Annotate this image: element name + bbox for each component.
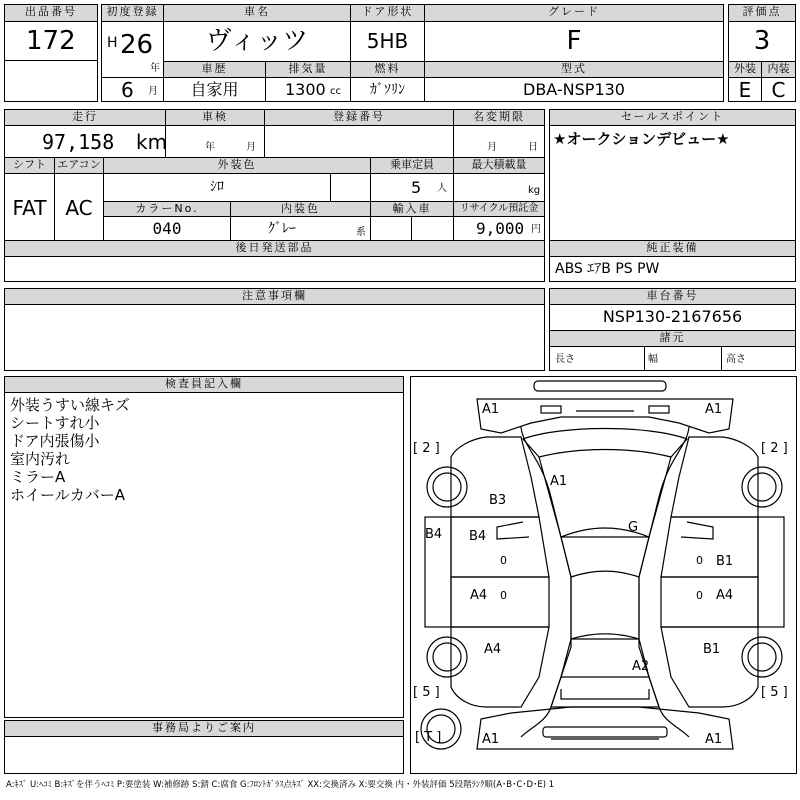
mark-right-rear-door: A4 <box>716 588 734 603</box>
recycle: 9,000 <box>476 219 525 238</box>
first-reg-year: 26 <box>120 30 154 60</box>
model-label: 型式 <box>424 61 724 78</box>
mileage: 97,158 <box>42 130 115 154</box>
mark-rear-right: A1 <box>705 732 723 747</box>
rear-hatch-line <box>561 689 649 699</box>
int-color-label: 内装色 <box>230 201 371 217</box>
width-label: 幅 <box>648 354 658 365</box>
car-name-label: 車名 <box>163 4 351 22</box>
windshield-top <box>523 429 687 458</box>
front-light-right <box>649 406 669 413</box>
inspector-label: 検査員記入欄 <box>4 376 404 393</box>
recycle-unit: 円 <box>531 224 541 235</box>
mark-left-fender: B3 <box>489 493 507 508</box>
front-bumper-strip <box>534 381 666 391</box>
car-outline-drawing <box>411 377 798 775</box>
rear-bumper-strip <box>543 727 667 737</box>
windshield-glass <box>561 528 649 577</box>
first-reg-era: H <box>107 35 118 51</box>
door-label: ドア形状 <box>350 4 425 22</box>
mark-zero-3: 0 <box>500 589 507 602</box>
mark-left-rocker: B4 <box>425 527 443 542</box>
front-light-left <box>541 406 561 413</box>
displacement-unit: cc <box>330 86 341 97</box>
dims-label: 諸元 <box>549 330 796 347</box>
lot-no: 172 <box>26 26 76 56</box>
reg-no-box <box>264 125 454 158</box>
sales-point: ★オークションデビュー★ <box>553 130 730 148</box>
lot-no-blank <box>4 60 98 102</box>
left-quarter-panel <box>451 627 549 707</box>
roof-panel <box>571 577 639 639</box>
inspector-note-line: シートすれ小 <box>10 414 100 432</box>
right-rocker <box>758 517 784 627</box>
later-parts-box <box>4 256 545 282</box>
shift-label: シフト <box>4 157 55 174</box>
mark-left-rear-door: A4 <box>470 588 488 603</box>
length-label: 長さ <box>555 354 575 365</box>
car-name: ヴィッツ <box>205 26 309 56</box>
inspector-note-line: ミラーA <box>10 468 66 486</box>
displacement-label: 排気量 <box>265 61 351 78</box>
later-parts-label: 後日発送部品 <box>4 240 545 257</box>
mark-zero-2: 0 <box>696 554 703 567</box>
mark-tire-fr: [ 2 ] <box>761 441 788 456</box>
sales-point-label: セールスポイント <box>549 109 796 126</box>
mark-spare: [ T ] <box>415 730 442 745</box>
name-change-label: 名変期限 <box>453 109 545 126</box>
legend: A:ｷｽﾞ U:ﾍｺﾐ B:ｷｽﾞを伴うﾍｺﾐ P:要塗装 W:補修跡 S:錆 C:腐食 G:ﾌﾛﾝﾄｶﾞﾗｽ点ｷｽﾞ XX:交換済み X:要交換 内・外装評価 5段階ﾗﾝｸ順(A･B･C･D･E) 1 <box>6 780 555 790</box>
chassis-number: NSP130-2167656 <box>602 307 743 326</box>
grade-label: グレード <box>424 4 724 22</box>
score: 3 <box>753 26 771 56</box>
mark-tire-rr: [ 5 ] <box>761 685 788 700</box>
notes-label: 注意事項欄 <box>4 288 545 305</box>
max-load-unit: kg <box>528 185 541 196</box>
first-reg-month: 6 <box>121 78 134 102</box>
model: DBA-NSP130 <box>523 80 625 99</box>
door-type: 5HB <box>366 29 409 53</box>
right-mirror <box>681 522 713 539</box>
ac: AC <box>65 196 93 220</box>
mark-front-left: A1 <box>482 402 500 417</box>
import-box-1 <box>370 216 412 241</box>
max-load-label: 最大積載量 <box>453 157 545 174</box>
ac-label: エアコン <box>54 157 104 174</box>
int-color-unit: 系 <box>356 227 366 238</box>
inspector-notes <box>10 396 400 504</box>
mark-rear-left: A1 <box>482 732 500 747</box>
inspection-label: 車検 <box>165 109 265 126</box>
color-no: 040 <box>152 219 182 238</box>
capacity-unit: 人 <box>437 183 447 194</box>
left-rear-door-panel <box>451 577 549 627</box>
front-bumper <box>477 399 733 433</box>
mark-zero-4: 0 <box>696 589 703 602</box>
recycle-label: リサイクル預託金 <box>453 201 545 217</box>
import-box-2 <box>411 216 454 241</box>
grade: F <box>566 26 582 56</box>
right-rear-door-panel <box>661 577 758 627</box>
exterior-grade: E <box>738 78 752 102</box>
mark-tire-rl: [ 5 ] <box>413 685 440 700</box>
genuine-label: 純正装備 <box>549 240 796 257</box>
score-label: 評価点 <box>728 4 796 22</box>
reg-no-label: 登録番号 <box>264 109 454 126</box>
displacement: 1300 <box>285 80 326 99</box>
mark-tire-fl: [ 2 ] <box>413 441 440 456</box>
history: 自家用 <box>190 80 239 99</box>
color-no-label: カラーNo. <box>103 201 231 217</box>
fuel-label: 燃料 <box>350 61 425 78</box>
mark-front-right: A1 <box>705 402 723 417</box>
inspection-year-unit: 年 <box>205 142 215 153</box>
left-mirror <box>497 522 529 539</box>
office-label: 事務局よりご案内 <box>4 720 404 737</box>
exterior-label: 外装 <box>728 61 762 78</box>
ext-color: ｼﾛ <box>210 179 224 195</box>
name-change-day-unit: 日 <box>528 142 538 153</box>
inspection-month-unit: 月 <box>246 142 256 153</box>
name-change-month-unit: 月 <box>487 142 497 153</box>
height-label: 高さ <box>726 354 746 365</box>
body-right-edge <box>639 427 689 737</box>
fuel: ｶﾞｿﾘﾝ <box>370 82 405 98</box>
first-reg-label: 初度登録 <box>101 4 164 22</box>
mark-left-quarter: A4 <box>484 642 502 657</box>
mark-right-quarter: B1 <box>703 642 721 657</box>
inspector-note-line: ドア内張傷小 <box>10 432 100 450</box>
chassis-label: 車台番号 <box>549 288 796 305</box>
int-color: ｸﾞﾚｰ <box>268 221 296 237</box>
import-label: 輸入車 <box>370 201 454 217</box>
mileage-label: 走行 <box>4 109 166 126</box>
interior-label: 内装 <box>761 61 796 78</box>
office-box <box>4 736 404 774</box>
hood-panel <box>539 457 671 537</box>
trunk-panel <box>551 677 659 707</box>
shift: FAT <box>12 196 47 220</box>
damage-diagram <box>410 376 797 774</box>
history-label: 車歴 <box>163 61 266 78</box>
mark-left-front-door: B4 <box>469 529 487 544</box>
capacity: 5 <box>411 178 422 197</box>
notes-box <box>4 304 545 371</box>
mark-hood: A1 <box>550 474 568 489</box>
mark-windshield: G <box>628 520 639 535</box>
mark-right-front-door: B1 <box>716 554 734 569</box>
ext-color-label: 外装色 <box>103 157 371 174</box>
ext-color-extra-box <box>330 173 371 202</box>
inspector-note-line: ホイールカバーA <box>10 486 125 504</box>
int-color-box <box>230 216 371 241</box>
first-reg-year-unit: 年 <box>150 63 160 74</box>
inspector-note-line: 室内汚れ <box>10 450 71 468</box>
mileage-unit: km <box>136 130 168 154</box>
first-reg-month-unit: 月 <box>148 86 158 97</box>
lot-no-label: 出品番号 <box>4 4 98 22</box>
interior-grade: C <box>771 78 786 102</box>
genuine-equipment: ABS ｴｱB PS PW <box>555 261 660 277</box>
rear-bumper <box>477 707 733 749</box>
mark-zero-1: 0 <box>500 554 507 567</box>
right-quarter-panel <box>661 627 758 707</box>
inspector-note-line: 外装うすい線キズ <box>10 396 130 414</box>
capacity-label: 乗車定員 <box>370 157 454 174</box>
mark-roof: A2 <box>632 659 650 674</box>
